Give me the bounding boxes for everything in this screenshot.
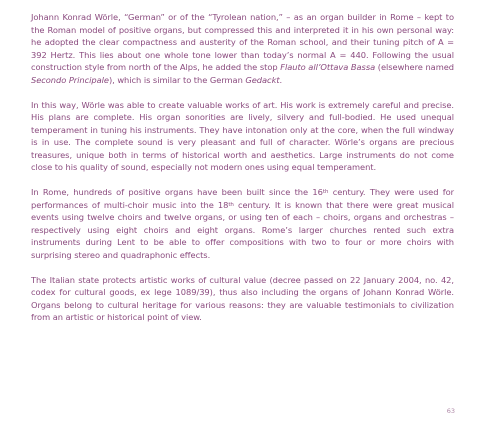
paragraph-1: [31, 11, 454, 86]
italic-term: Gedackt: [245, 74, 280, 85]
body-text: [31, 11, 454, 324]
ordinal-suffix: th: [322, 189, 329, 196]
ordinal-suffix: th: [228, 201, 234, 208]
italic-term: Secondo Principale: [31, 74, 109, 85]
paragraph-4: [31, 274, 454, 324]
text-run: The Italian state protects artistic works of cultural value (decree passed on 22 January 2004, no. 42, codex for cultural goods, ex lege 1089/39), thus also including the organs of Johann Konrad Wörle. Organs belong to cultural heritage for various reasons: they are valuable testimonials to civilization from an artistic or historical point of view.: [31, 274, 454, 323]
paragraph-2: [31, 99, 454, 174]
text-run: In this way, Wörle was able to create valuable works of art. His work is extremely careful and precise. His plans are complete. His organ sonorities are lively, silvery and full-bodied. He used unequal temperament in tuning his instruments. They have intonation only at the core, when the full windway is in use. The complete sound is very pleasant and full of character. Wörle’s organs are precious treasures, unique both in terms of historical worth and aesthetics. Large instruments do not come close to his quality of sound, especially not modern ones using equal temperament.: [31, 99, 454, 173]
text-run: ), which is similar to the German: [108, 74, 246, 85]
text-run: century. They were used for performances of multi-choir music into the 18: [31, 187, 454, 210]
text-run: Johann Konrad Wörle, “German” or of the “Tyrolean nation,” – as an organ builder in Rome – kept to the Roman model of positive organs, but compressed this and interpreted it in his own personal way: he adopted the clear compactness and austerity of the Roman school, and their tuning pitch of A = 392 Hertz. This lies about one whole tone lower than today’s normal A = 440. Following the usual construction style from north of the Alps, he added the stop: [31, 12, 454, 73]
page-number: 63: [446, 407, 455, 415]
text-run: (elsewhere named: [375, 62, 455, 73]
text-run: In Rome, hundreds of positive organs have been built since the 16: [31, 187, 323, 198]
text-run: .: [279, 74, 283, 85]
text-run: century. It is known that there were great musical events using twelve choirs and twelve organs, or using ten of each – choirs, organs and orchestras – respectively using eight choirs and eight organs. Rome’s larger churches rented such extra instruments during Lent to be able to offer compositions with two to four or more choirs with surprising stereo and quadraphonic effects.: [31, 199, 454, 260]
italic-term: Flauto all’Ottava Bassa: [280, 62, 376, 73]
paragraph-3: [31, 186, 454, 261]
